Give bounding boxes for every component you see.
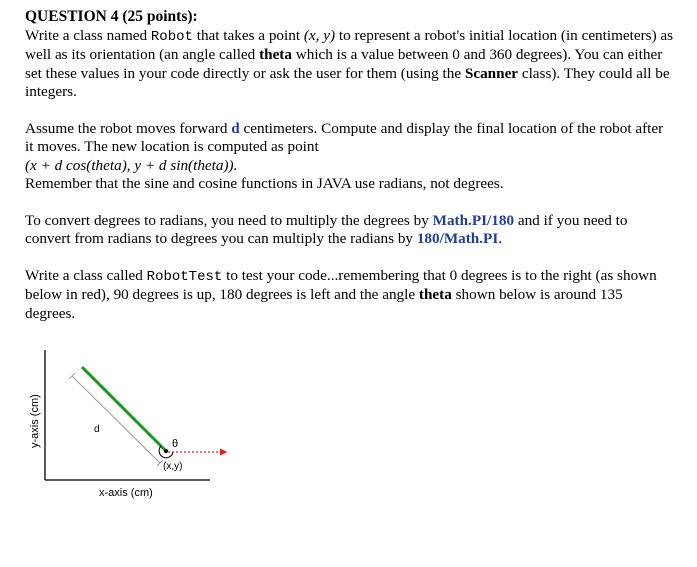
paragraph-robot-class <box>25 27 675 102</box>
text: centimeters. Compute and display the final location of the robot after it moves. The new location is computed as point <box>25 119 664 155</box>
x-axis-label: x-axis (cm) <box>99 487 153 499</box>
start-point-dot <box>164 449 168 453</box>
text: Assume the robot moves forward <box>25 119 232 137</box>
point-expression: (x, y) <box>303 26 336 44</box>
text: Remember that the sine and cosine functions in JAVA use radians, not degrees. <box>25 175 504 192</box>
text: to test your code...remembering that 0 degrees is to the right (as shown below in red), 90 degrees is up, 180 degrees is left and the angle <box>25 266 657 303</box>
question-document <box>25 8 675 323</box>
text: to represent a robot's initial location (in centimeters) as well as its orientation (an angle called <box>25 26 674 63</box>
scanner-term: Scanner <box>464 64 519 82</box>
robot-diagram <box>0 330 697 530</box>
code-robottest: RobotTest <box>146 268 223 285</box>
text: and if you need to convert from radians to degrees you can multiply the radians by <box>25 211 628 247</box>
text: that takes a point <box>192 26 304 44</box>
paragraph-robot-test <box>25 267 675 324</box>
robot-path-line <box>82 367 166 451</box>
formula: (x + d cos(theta), y + d sin(theta)). <box>25 156 238 174</box>
paragraph-conversion <box>25 212 675 249</box>
distance-label: d <box>94 424 100 435</box>
theta-term: theta <box>259 46 292 63</box>
distance-ruler <box>72 376 160 463</box>
text: Write a class called <box>25 266 147 284</box>
text: To convert degrees to radians, you need to multiply the degrees by <box>25 211 433 229</box>
code-robot: Robot <box>150 28 193 45</box>
point-label: (x,y) <box>163 461 183 472</box>
deg-to-rad: Math.PI/180 <box>432 211 515 229</box>
angle-label: θ <box>172 438 179 450</box>
question-title: QUESTION 4 (25 points): <box>25 8 198 25</box>
text: which is a value between 0 and 360 degrees). You can either set these values in your code directly or ask the user for them (using the <box>25 46 663 82</box>
d-variable: d <box>231 119 240 137</box>
paragraph-movement <box>25 120 675 194</box>
text: Write a class named <box>25 26 151 44</box>
theta-term: theta <box>418 286 452 303</box>
rad-to-deg: 180/Math.PI <box>416 230 499 247</box>
text: shown below is around 135 degrees. <box>25 286 623 322</box>
text: class). They could all be integers. <box>25 64 670 100</box>
text: . <box>498 230 503 247</box>
y-axis-label: y-axis (cm) <box>29 394 41 448</box>
